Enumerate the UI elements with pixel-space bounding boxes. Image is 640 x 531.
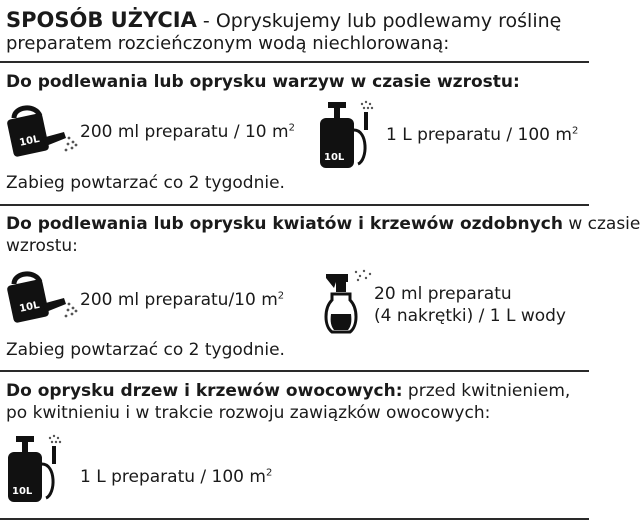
bottle-dose-line2: (4 nakrętki) / 1 L wody <box>374 306 566 326</box>
watering-can-icon <box>6 266 78 330</box>
intro-line1: Opryskujemy lub podlewamy roślinę <box>215 10 562 32</box>
can-dose: 200 ml preparatu/10 $m^2$ <box>80 290 285 310</box>
section3-heading: Do oprysku drzew i krzewów owocowych: przed kwitnieniem, <box>6 381 571 401</box>
can-dose: 200 ml preparatu / 10 $m^2$ <box>80 122 295 142</box>
section2-heading-line2: wzrostu: <box>6 236 78 256</box>
pressure-sprayer-icon <box>6 434 70 508</box>
watering-can-icon <box>6 100 78 164</box>
title-dash: - <box>196 10 216 32</box>
divider <box>0 518 589 520</box>
repeat-note: Zabieg powtarzać co 2 tygodnie. <box>6 340 285 360</box>
section2-heading: Do podlewania lub oprysku kwiatów i krzewów ozdobnych w czasie <box>6 214 640 234</box>
svg-text:10L: 10L <box>18 133 41 149</box>
page-title: SPOSÓB UŻYCIA <box>6 8 197 32</box>
svg-text:10L: 10L <box>12 486 33 497</box>
intro-line2: preparatem rozcieńczonym wodą niechlorowaną: <box>6 33 450 54</box>
repeat-note: Zabieg powtarzać co 2 tygodnie. <box>6 173 285 193</box>
bottle-dose-line1: 20 ml preparatu <box>374 284 512 304</box>
divider <box>0 204 589 206</box>
pressure-sprayer-icon <box>318 100 382 174</box>
divider <box>0 61 589 63</box>
svg-text:10L: 10L <box>18 299 41 315</box>
sprayer-dose: 1 L preparatu / 100 $m^2$ <box>80 467 273 487</box>
spray-bottle-icon <box>322 268 374 338</box>
instructions-header <box>6 8 561 32</box>
sprayer-dose: 1 L preparatu / 100 $m^2$ <box>386 125 579 145</box>
section1-heading: Do podlewania lub oprysku warzyw w czasie wzrostu: <box>6 72 520 92</box>
section3-heading-line2: po kwitnieniu i w trakcie rozwoju zawiązków owocowych: <box>6 403 491 423</box>
divider <box>0 370 589 372</box>
svg-text:10L: 10L <box>324 152 345 163</box>
